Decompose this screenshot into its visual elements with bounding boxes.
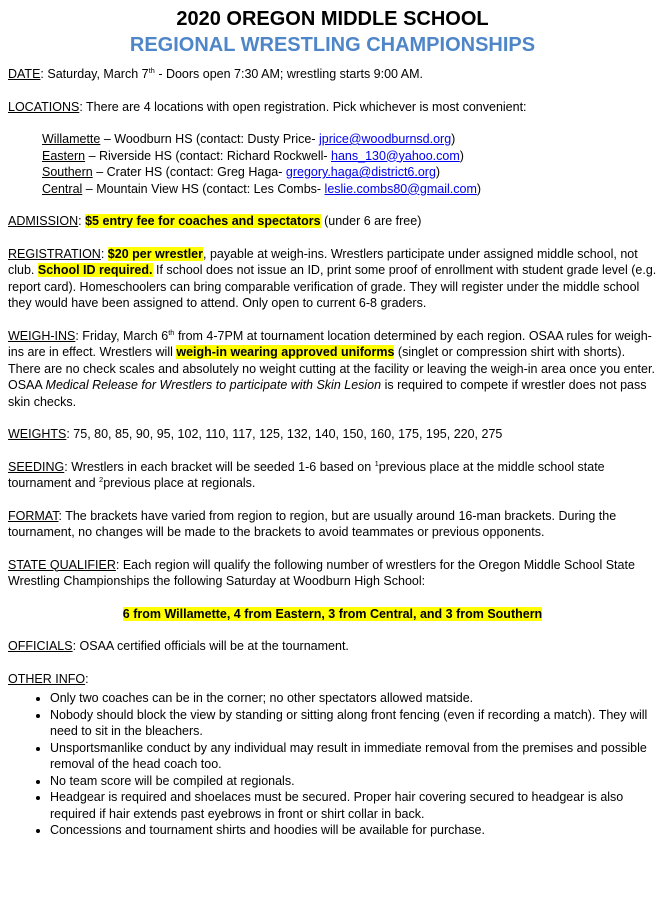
title-line2: REGIONAL WRESTLING CHAMPIONSHIPS	[129, 34, 536, 56]
weights-text: : 75, 80, 85, 90, 95, 102, 110, 117, 125, 132, 140, 150, 160, 175, 195, 220, 275	[66, 427, 503, 441]
email-link-eastern[interactable]: hans_130@yahoo.com	[331, 148, 460, 163]
weigh-ins-text-b: from 4-7PM at tournament location determined by each region. OSAA rules for weigh-ins are in effect. Wrestlers will	[8, 328, 652, 359]
location-separator: –	[82, 181, 97, 196]
other-info-label: OTHER INFO	[8, 671, 86, 686]
state-qualifier-section	[8, 557, 657, 590]
location-name: Willamette	[42, 132, 101, 146]
locations-list	[42, 131, 657, 197]
date-text-b: - Doors open 7:30 AM; wrestling starts 9:00 AM.	[154, 67, 424, 81]
location-name: Central	[42, 181, 83, 196]
bullet-unsportsmanlike: • Unsportsmanlike conduct by any individual may result in immediate removal from the premises and possible removal of the head coach too.	[50, 740, 657, 773]
state-qualifier-label: STATE QUALIFIER	[8, 557, 116, 572]
weigh-ins-text-d: is required to compete if wrestler does not pass skin checks.	[8, 378, 647, 409]
location-close-paren: )	[459, 148, 464, 163]
weights-section	[8, 426, 657, 443]
other-info-colon: :	[85, 671, 89, 686]
location-row-eastern	[42, 148, 657, 165]
bullet-headgear: • Headgear is required and shoelaces must be secured. Proper hair covering secured to headgear is also required if hair extends past eyebrows in front or shirt collar in back.	[50, 789, 657, 822]
officials-text: : OSAA certified officials will be at the tournament.	[72, 639, 349, 653]
location-close-paren: )	[476, 181, 482, 196]
location-separator: –	[100, 132, 115, 146]
seeding-label: SEEDING	[8, 459, 65, 474]
admission-highlight: $5 entry fee for coaches and spectators	[85, 214, 321, 228]
qualifier-counts-highlight: 6 from Willamette, 4 from Eastern, 3 from Central, and 3 from Southern	[122, 606, 543, 621]
date-text-a: : Saturday, March 7	[40, 67, 149, 81]
location-row-central	[42, 181, 657, 198]
officials-label: OFFICIALS	[8, 639, 73, 653]
registration-text-2: If school does not issue an ID, print some proof of enrollment with student grade level (e.g. report card). Homeschoolers can bring comparable verification of grade. They will register under the middle school they would have been assigned to attend. Only open to current 6-8 graders.	[8, 263, 657, 310]
bullet-block-view: • Nobody should block the view by standing or sitting along front fencing (even if recording a match). They will need to sit in the bleachers.	[50, 707, 657, 740]
format-label: FORMAT	[8, 508, 59, 523]
location-detail: Riverside HS (contact: Richard Rockwell-	[99, 148, 332, 163]
weigh-ins-italic-title: Medical Release for Wrestlers to participate with Skin Lesion	[45, 378, 382, 392]
seeding-text-c: previous place at regionals.	[103, 476, 256, 490]
weigh-ins-text-c: (singlet or compression shirt with shorts). There are no check scales and absolutely no weight cutting at the facility or leaving the weigh-in area once you enter. OSAA	[8, 345, 655, 392]
weigh-ins-label: WEIGH-INS	[8, 328, 76, 343]
email-link-willamette[interactable]: jprice@woodburnsd.org	[318, 132, 452, 146]
location-detail: Crater HS (contact: Greg Haga-	[106, 165, 286, 179]
officials-section	[8, 638, 657, 655]
seeding-superscript-2: 2	[99, 474, 104, 484]
title-line1: 2020 OREGON MIDDLE SCHOOL	[176, 8, 489, 30]
registration-highlight-id: School ID required.	[37, 263, 153, 277]
admission-section	[8, 213, 657, 230]
email-link-central[interactable]: leslie.combs80@gmail.com	[324, 181, 477, 196]
admission-text: (under 6 are free)	[320, 214, 422, 228]
registration-label: REGISTRATION	[8, 246, 101, 261]
date-superscript: th	[148, 65, 155, 75]
weights-label: WEIGHTS	[8, 427, 67, 441]
location-row-southern	[42, 164, 657, 181]
weigh-ins-text-a: : Friday, March 6	[75, 328, 169, 343]
bullet-no-team-score: • No team score will be compiled at regionals.	[50, 773, 657, 790]
location-row-willamette	[42, 131, 657, 148]
state-qualifier-text: : Each region will qualify the following number of wrestlers for the Oregon Middle School State Wrestling Championships the following Saturday at Woodburn High School:	[8, 557, 635, 588]
locations-label: LOCATIONS	[8, 99, 80, 114]
seeding-text-b: previous place at the middle school state tournament and	[8, 459, 605, 490]
weigh-ins-section	[8, 328, 657, 411]
registration-colon: :	[100, 246, 108, 261]
registration-text-1: , payable at weigh-ins. Wrestlers participate under assigned middle school, not club.	[8, 246, 638, 277]
format-section	[8, 508, 657, 541]
locations-intro-text: : There are 4 locations with open registration. Pick whichever is most convenient:	[79, 99, 527, 114]
date-label: DATE	[8, 67, 41, 81]
email-link-southern[interactable]: gregory.haga@district6.org	[285, 165, 436, 179]
seeding-section	[8, 459, 657, 492]
registration-section	[8, 246, 657, 312]
seeding-superscript-1: 1	[374, 458, 379, 468]
format-text: : The brackets have varied from region to region, but are usually around 16-man brackets. During the tournament, no changes will be made to the brackets to avoid teammates or previous opponents.	[8, 508, 617, 539]
date-section	[8, 66, 657, 83]
seeding-text-a: : Wrestlers in each bracket will be seeded 1-6 based on	[64, 459, 375, 474]
location-separator: –	[85, 148, 99, 163]
admission-colon: :	[78, 214, 86, 228]
bullet-concessions: • Concessions and tournament shirts and hoodies will be available for purchase.	[50, 822, 657, 839]
other-info-list	[8, 690, 657, 839]
bullet-coaches-corner: • Only two coaches can be in the corner; no other spectators allowed matside.	[50, 690, 657, 707]
location-name: Eastern	[42, 148, 86, 163]
location-name: Southern	[42, 165, 93, 179]
qualifier-counts-line	[8, 606, 657, 623]
location-close-paren: )	[451, 132, 456, 146]
location-separator: –	[92, 165, 107, 179]
other-info-heading	[8, 671, 657, 688]
weigh-ins-highlight: weigh-in wearing approved uniforms	[176, 345, 395, 359]
location-close-paren: )	[435, 165, 441, 179]
location-detail: Woodburn HS (contact: Dusty Price-	[114, 132, 319, 146]
locations-intro	[8, 99, 657, 116]
location-detail: Mountain View HS (contact: Les Combs-	[96, 181, 325, 196]
weigh-ins-superscript: th	[168, 327, 175, 337]
registration-highlight-fee: $20 per wrestler	[107, 246, 203, 261]
admission-label: ADMISSION	[8, 214, 79, 228]
